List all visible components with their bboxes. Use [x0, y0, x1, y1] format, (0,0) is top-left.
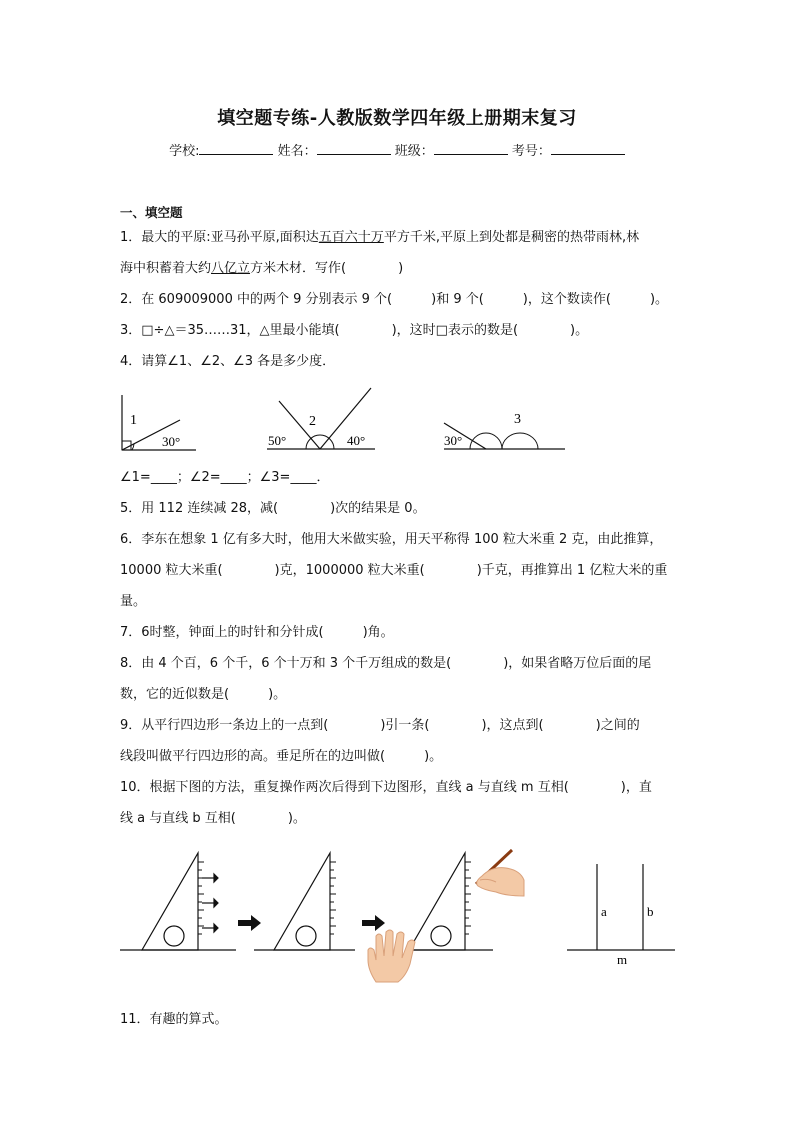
question-7: 7．6时整，钟面上的时针和分针成( )角。 [120, 625, 394, 640]
q1-text-a: 1．最大的平原:亚马孙平原,面积达 [120, 230, 319, 245]
question-4-answer: ∠1=____；∠2=____；∠3=____． [120, 470, 330, 485]
question-6-line-1: 6．李东在想象 1 亿有多大时，他用大米做实验，用天平称得 100 粒大米重 2 克，由此推算， [120, 532, 663, 547]
ruler-triangle-step-2 [252, 850, 357, 955]
angle-figure-1 [118, 390, 198, 455]
question-10-line-2: 线 a 与直线 b 互相( )。 [120, 811, 306, 826]
fig2-right-angle: 40° [347, 433, 366, 448]
fig3-label: 3 [514, 412, 521, 427]
question-8-line-2: 数，它的近似数是( )。 [120, 687, 287, 702]
angle-figure-3 [442, 405, 567, 455]
question-6-line-2: 10000 粒大米重( )克，1000000 粒大米重( )千克，再推算出 1 亿粒大米的重 [120, 563, 668, 578]
question-6-line-3: 量。 [120, 594, 147, 609]
line-a-label: a [601, 904, 607, 919]
school-label: 学校: [169, 144, 200, 159]
school-blank[interactable] [199, 141, 273, 155]
question-11: 11．有趣的算式。 [120, 1012, 228, 1027]
q1-underlined-1: 五百六十万 [318, 230, 384, 245]
question-1-line-2 [120, 260, 403, 278]
line-m-label: m [617, 952, 628, 967]
question-2: 2．在 609009000 中的两个 9 分别表示 9 个( )和 9 个( )，这个数读作( )。 [120, 292, 669, 307]
right-arrows-icon [202, 874, 218, 932]
section-heading: 一、填空题 [120, 205, 183, 220]
fig2-left-angle: 50° [268, 433, 287, 448]
name-blank[interactable] [317, 141, 391, 155]
open-hand-icon [364, 926, 420, 984]
fig3-angle: 30° [444, 433, 463, 448]
hand-with-pencil-icon [462, 846, 528, 898]
number-blank[interactable] [551, 141, 625, 155]
number-label: 考号： [511, 144, 551, 159]
q1-text-b: 平方千米,平原上到处都是稠密的热带雨林,林 [383, 230, 640, 245]
fig2-label: 2 [309, 414, 316, 429]
question-10-line-1: 10．根据下图的方法，重复操作两次后得到下边图形，直线 a 与直线 m 互相( )，直 [120, 780, 652, 795]
class-blank[interactable] [434, 141, 508, 155]
student-info-row [0, 140, 794, 159]
fig1-angle: 30° [162, 434, 181, 449]
q1-underlined-2: 八亿立 [211, 261, 251, 276]
ruler-triangle-step-1 [118, 850, 238, 955]
line-b-label: b [647, 904, 654, 919]
q1-text-c: 海中积蓄着大约 [120, 261, 212, 276]
parallel-lines-figure [565, 860, 677, 968]
question-9-line-1: 9．从平行四边形一条边上的一点到( )引一条( )，这点到( )之间的 [120, 718, 640, 733]
question-4: 4．请算∠1、∠2、∠3 各是多少度． [120, 354, 336, 369]
question-9-line-2: 线段叫做平行四边形的高。垂足所在的边叫做( )。 [120, 749, 443, 764]
question-1-line-1 [120, 229, 639, 247]
fig1-label: 1 [130, 413, 137, 428]
class-label: 班级： [394, 144, 434, 159]
q1-text-d: 方米木材．写作( ) [250, 261, 404, 276]
name-label: 姓名： [277, 144, 317, 159]
question-8-line-1: 8．由 4 个百，6 个千，6 个十万和 3 个千万组成的数是( )，如果省略万位后面的尾 [120, 656, 652, 671]
angle-figure-2 [265, 385, 377, 455]
question-5: 5．用 112 连续减 28，减( )次的结果是 0。 [120, 501, 426, 516]
question-3: 3．□÷△＝35……31，△里最小能填( )，这时□表示的数是( )。 [120, 323, 589, 338]
page-title: 填空题专练-人教版数学四年级上册期末复习 [217, 108, 577, 129]
